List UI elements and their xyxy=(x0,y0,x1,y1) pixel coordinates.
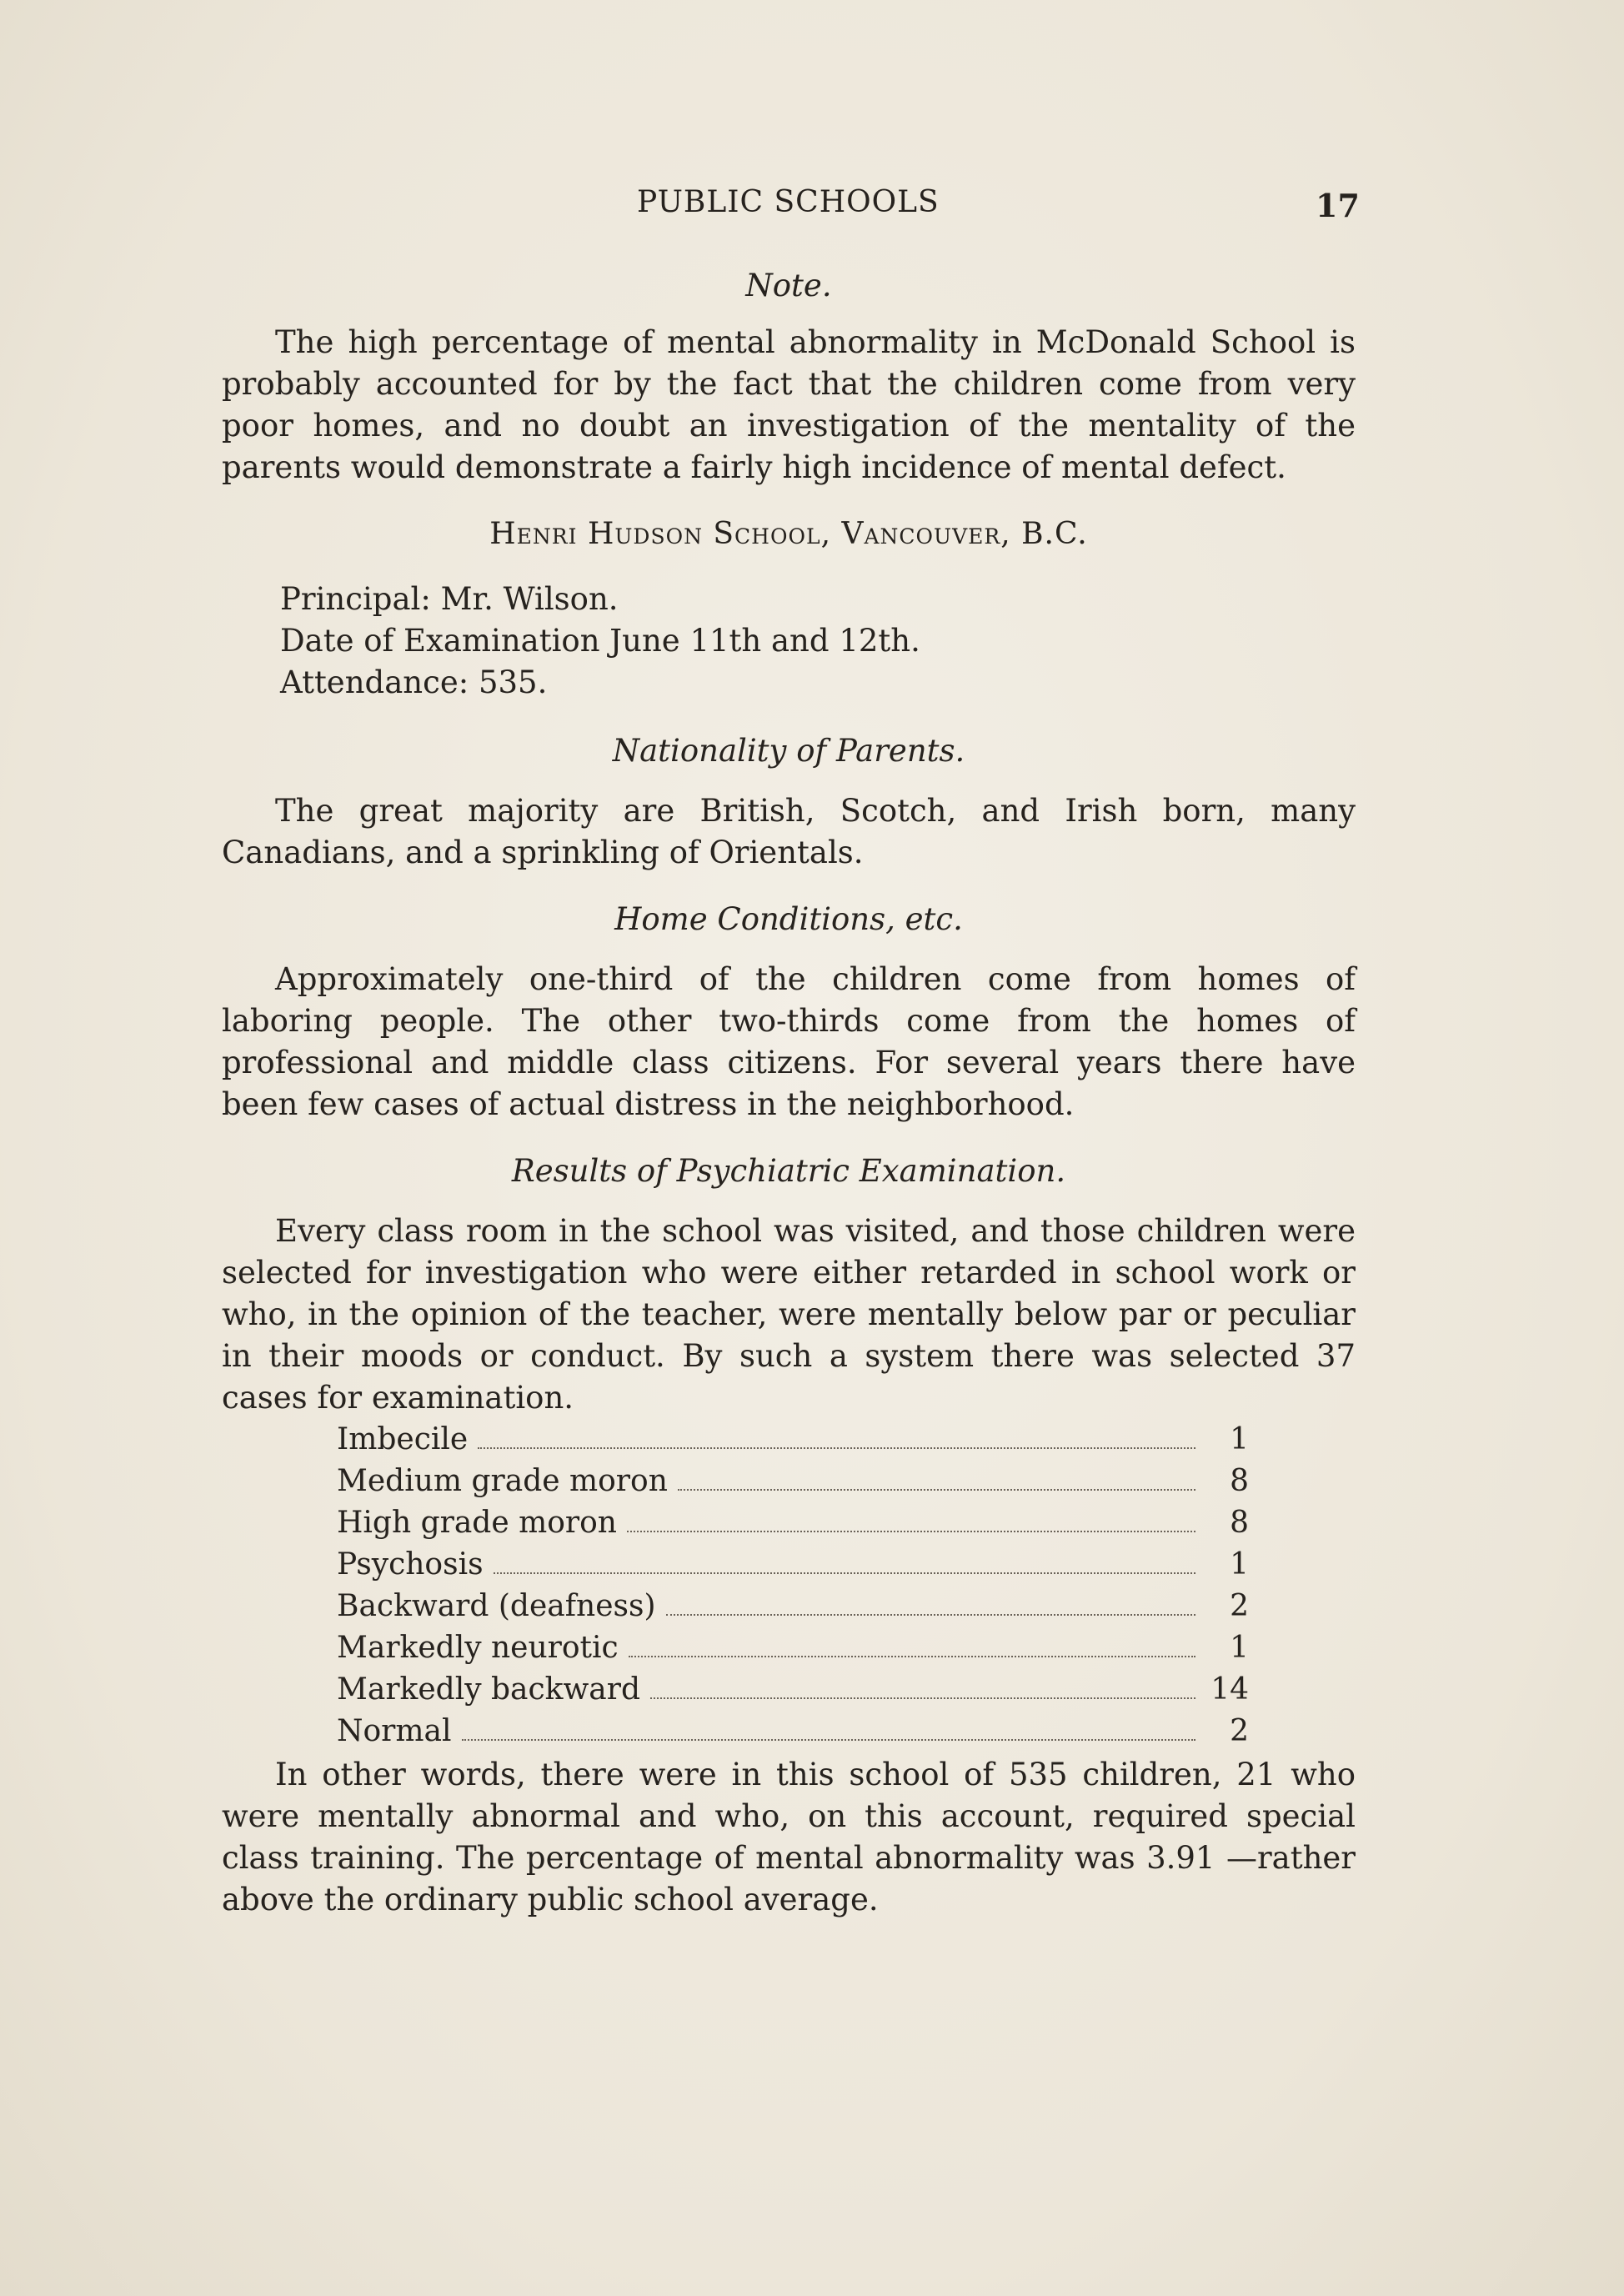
results-heading: Results of Psychiatric Examination. xyxy=(511,1153,1066,1189)
row-count: 8 xyxy=(1230,1464,1249,1498)
row-label: High grade moron xyxy=(337,1506,617,1540)
table-row xyxy=(337,1627,1249,1669)
page-content xyxy=(222,265,1356,1921)
row-label-cell xyxy=(337,1502,1207,1544)
row-label-cell xyxy=(337,1544,1207,1586)
row-count: 1 xyxy=(1230,1547,1249,1582)
row-label: Imbecile xyxy=(337,1422,469,1456)
home-conditions-paragraph: Approximately one-third of the children come from homes of laboring people. The other two-thirds come from the homes of professional and middle class citizens. For several years there have been few cases of actual distress in the neighborhood. xyxy=(222,961,1356,1122)
row-label: Psychosis xyxy=(337,1547,484,1582)
school-details xyxy=(280,579,1356,704)
page-header xyxy=(0,185,1624,235)
nationality-heading: Nationality of Parents. xyxy=(612,733,965,769)
row-label: Markedly backward xyxy=(337,1672,641,1707)
running-head: PUBLIC SCHOOLS xyxy=(637,185,940,219)
table-row xyxy=(337,1502,1249,1544)
table-row xyxy=(337,1669,1249,1711)
row-label-cell xyxy=(337,1586,1207,1627)
principal-line: Principal: Mr. Wilson. xyxy=(280,581,619,617)
table-row xyxy=(337,1586,1249,1627)
summary-paragraph: In other words, there were in this school of 535 children, 21 who were mentally abnormal and who, on this account, required special class training. The percentage of mental abnormality was 3.91 —rather above the ordinary public school average. xyxy=(222,1757,1356,1918)
note-heading: Note. xyxy=(745,268,832,303)
row-count: 1 xyxy=(1230,1631,1249,1665)
row-label: Markedly neurotic xyxy=(337,1631,619,1665)
dot-leader xyxy=(629,1656,1195,1657)
row-label-cell xyxy=(337,1419,1207,1461)
dot-leader xyxy=(494,1572,1195,1574)
attendance-line: Attendance: 535. xyxy=(280,664,548,700)
table-row xyxy=(337,1419,1249,1461)
row-label: Backward (deafness) xyxy=(337,1589,656,1623)
table-row xyxy=(337,1461,1249,1502)
school-title: Henri Hudson School, Vancouver, B.C. xyxy=(489,517,1088,551)
row-label: Normal xyxy=(337,1714,452,1748)
row-count: 1 xyxy=(1230,1422,1249,1456)
row-label: Medium grade moron xyxy=(337,1464,668,1498)
row-label-cell xyxy=(337,1711,1207,1752)
page-number: 17 xyxy=(1316,187,1360,224)
dot-leader xyxy=(478,1447,1195,1449)
results-paragraph: Every class room in the school was visited, and those children were selected for investigation who were either retarded in school work or who, in the opinion of the teacher, were mentally below par or peculiar in their moods or conduct. By such a system there was selected 37 cases for examination. xyxy=(222,1213,1356,1416)
note-paragraph: The high percentage of mental abnormality in McDonald School is probably accounted for by the fact that the children come from very poor homes, and no doubt an investigation of the mentality of the parents would demonstrate a fairly high incidence of mental defect. xyxy=(222,324,1356,485)
dot-leader xyxy=(650,1697,1195,1699)
row-count: 2 xyxy=(1230,1714,1249,1748)
results-table xyxy=(337,1419,1249,1752)
dot-leader xyxy=(666,1614,1195,1616)
row-label-cell xyxy=(337,1461,1207,1502)
dot-leader xyxy=(678,1489,1195,1491)
row-label-cell xyxy=(337,1627,1207,1669)
dot-leader xyxy=(627,1531,1195,1532)
table-row xyxy=(337,1544,1249,1586)
home-conditions-heading: Home Conditions, etc. xyxy=(614,901,963,937)
examination-date-line: Date of Examination June 11th and 12th. xyxy=(280,623,920,659)
dot-leader xyxy=(462,1739,1196,1741)
row-count: 8 xyxy=(1230,1506,1249,1540)
nationality-paragraph: The great majority are British, Scotch, and Irish born, many Canadians, and a sprinkling of Orientals. xyxy=(222,793,1356,870)
table-row xyxy=(337,1711,1249,1752)
row-label-cell xyxy=(337,1669,1207,1711)
row-count: 14 xyxy=(1210,1672,1249,1707)
row-count: 2 xyxy=(1230,1589,1249,1623)
